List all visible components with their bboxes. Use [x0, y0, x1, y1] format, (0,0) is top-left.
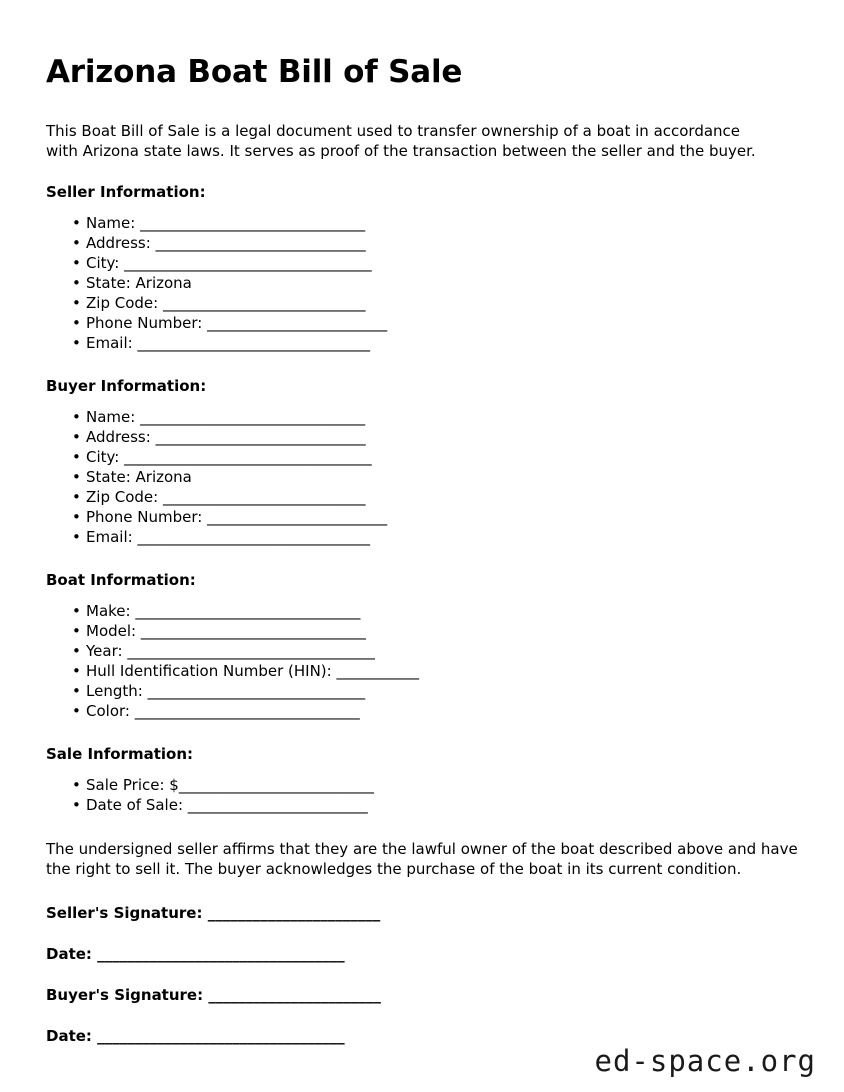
field-label: Hull Identification Number (HIN):: [86, 662, 337, 681]
seller-field-list: [46, 213, 798, 353]
field-label: Year:: [86, 642, 128, 661]
field-label: State: Arizona: [86, 274, 192, 293]
list-item: [46, 467, 798, 487]
field-blank[interactable]: ______________________________: [140, 408, 366, 427]
field-blank[interactable]: ___________________________: [162, 294, 366, 313]
field-blank[interactable]: _________________________________: [127, 642, 375, 661]
field-label: Name:: [86, 214, 141, 233]
field-blank[interactable]: ______________________________: [140, 214, 366, 233]
list-item: [46, 273, 798, 293]
list-item: [46, 621, 798, 641]
field-blank[interactable]: ___________: [336, 662, 419, 681]
signature-blank[interactable]: _________________________________: [97, 1027, 345, 1046]
section-sale-information: [46, 745, 798, 815]
signature-label: Date:: [46, 945, 98, 964]
field-blank[interactable]: ___________________________: [162, 488, 366, 507]
field-blank[interactable]: ______________________________: [134, 702, 360, 721]
section-heading-sale: Sale Information:: [46, 745, 193, 764]
seller-signature-line: [46, 903, 798, 923]
list-item: [46, 407, 798, 427]
section-heading-boat: Boat Information:: [46, 571, 196, 590]
section-buyer-information: [46, 377, 798, 547]
list-item: [46, 661, 798, 681]
field-blank[interactable]: _____________________________: [147, 682, 366, 701]
list-item: [46, 487, 798, 507]
field-label: Address:: [86, 234, 156, 253]
signature-blank[interactable]: _______________________: [207, 904, 381, 923]
field-label: Address:: [86, 428, 156, 447]
signature-blank[interactable]: _______________________: [208, 986, 381, 1005]
list-item: [46, 681, 798, 701]
signature-label: Seller's Signature:: [46, 904, 208, 923]
watermark: ed-space.org: [594, 1044, 816, 1078]
field-blank[interactable]: ________________________: [207, 314, 388, 333]
field-label: Zip Code:: [86, 488, 163, 507]
field-label: Date of Sale:: [86, 796, 188, 815]
field-label: Zip Code:: [86, 294, 163, 313]
field-label: Phone Number:: [86, 508, 208, 527]
field-blank[interactable]: _______________________________: [137, 528, 370, 547]
sale-field-list: [46, 775, 798, 815]
field-blank[interactable]: _______________________________: [137, 334, 370, 353]
field-label: Email:: [86, 334, 138, 353]
list-item: [46, 507, 798, 527]
field-label: Name:: [86, 408, 141, 427]
list-item: [46, 701, 798, 721]
signature-blank[interactable]: _________________________________: [97, 945, 345, 964]
list-item: [46, 427, 798, 447]
field-label: Color:: [86, 702, 135, 721]
field-blank[interactable]: __________________________: [178, 776, 374, 795]
field-label: Make:: [86, 602, 136, 621]
list-item: [46, 213, 798, 233]
list-item: [46, 253, 798, 273]
list-item: [46, 641, 798, 661]
signature-block: [46, 903, 798, 1046]
list-item: [46, 293, 798, 313]
affirmation-paragraph: The undersigned seller affirms that they are the lawful owner of the boat described above and have the right to sell it. The buyer acknowledges the purchase of the boat in its current condition.: [46, 840, 798, 879]
field-blank[interactable]: ______________________________: [135, 602, 361, 621]
list-item: [46, 313, 798, 333]
list-item: [46, 333, 798, 353]
field-label: Sale Price: $: [86, 776, 179, 795]
section-heading-seller: Seller Information:: [46, 183, 206, 202]
field-label: Length:: [86, 682, 148, 701]
section-heading-buyer: Buyer Information:: [46, 377, 207, 396]
field-blank[interactable]: ____________________________: [155, 428, 366, 447]
field-blank[interactable]: ________________________: [207, 508, 388, 527]
field-label: City:: [86, 254, 125, 273]
list-item: [46, 601, 798, 621]
field-blank[interactable]: _________________________________: [124, 254, 372, 273]
field-label: Model:: [86, 622, 141, 641]
field-label: State: Arizona: [86, 468, 192, 487]
field-blank[interactable]: ________________________: [187, 796, 368, 815]
list-item: [46, 775, 798, 795]
list-item: [46, 527, 798, 547]
list-item: [46, 447, 798, 467]
field-label: City:: [86, 448, 125, 467]
seller-date-line: [46, 944, 798, 964]
field-blank[interactable]: _________________________________: [124, 448, 372, 467]
document-body: [46, 55, 798, 1067]
field-label: Phone Number:: [86, 314, 208, 333]
field-blank[interactable]: ____________________________: [155, 234, 366, 253]
buyer-signature-line: [46, 985, 798, 1005]
signature-label: Buyer's Signature:: [46, 986, 209, 1005]
section-seller-information: [46, 183, 798, 353]
intro-paragraph: This Boat Bill of Sale is a legal document used to transfer ownership of a boat in accordance with Arizona state laws. It serves as proof of the transaction between the seller and the buyer.: [46, 121, 756, 160]
field-blank[interactable]: ______________________________: [140, 622, 366, 641]
list-item: [46, 795, 798, 815]
list-item: [46, 233, 798, 253]
boat-field-list: [46, 601, 798, 721]
signature-label: Date:: [46, 1027, 98, 1046]
section-boat-information: [46, 571, 798, 721]
buyer-field-list: [46, 407, 798, 547]
field-label: Email:: [86, 528, 138, 547]
page-title: Arizona Boat Bill of Sale: [46, 54, 463, 90]
